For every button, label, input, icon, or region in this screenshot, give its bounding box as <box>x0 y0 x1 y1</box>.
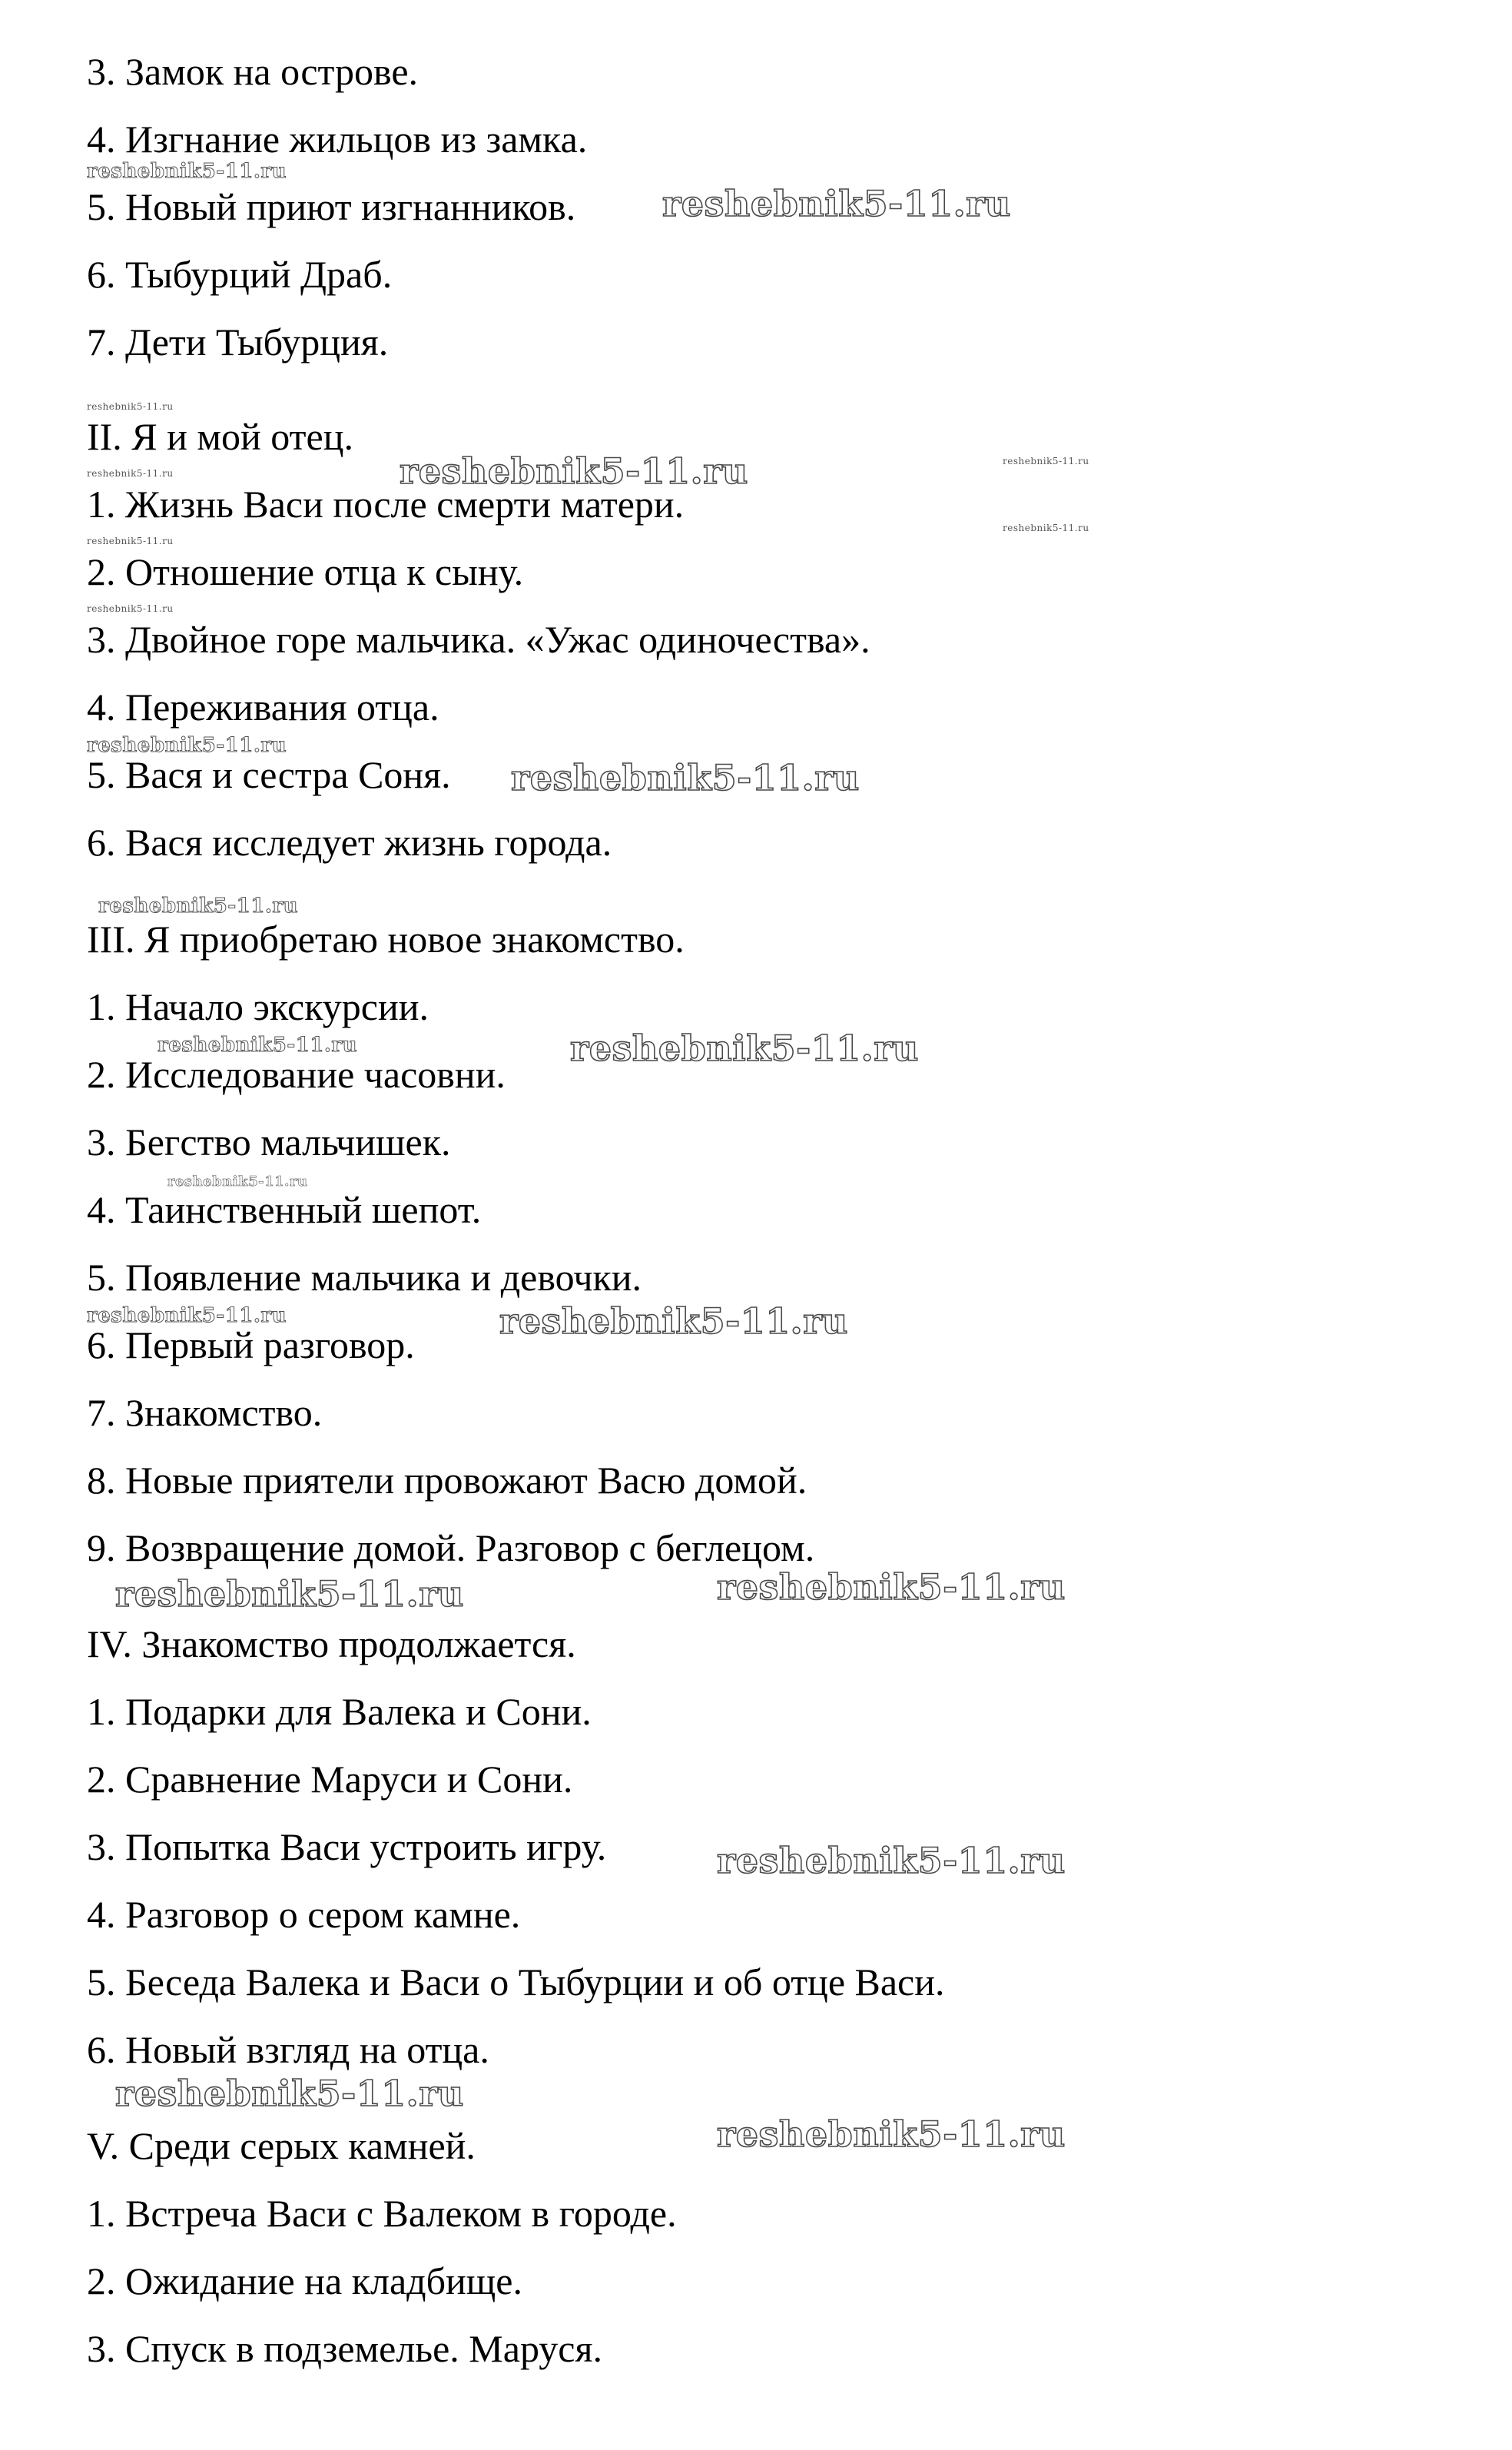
section-heading-3: III. Я приобретаю новое знакомство. <box>87 918 685 961</box>
outline-item-12: 1. Начало экскурсии. <box>87 985 429 1028</box>
outline-item-26: 6. Новый взгляд на отца. <box>87 2028 489 2071</box>
watermark-logo: reshebnik5-11.ru <box>499 1300 848 1342</box>
outline-item-28: 2. Ожидание на кладбище. <box>87 2259 522 2302</box>
watermark-logo: reshebnik5-11.ru <box>87 1304 287 1327</box>
watermark-logo: reshebnik5-11.ru <box>87 734 287 757</box>
watermark-logo: reshebnik5-11.ru <box>87 160 287 183</box>
outline-item-23: 3. Попытка Васи устроить игру. <box>87 1825 607 1868</box>
outline-item-9: 4. Переживания отца. <box>87 686 439 729</box>
outline-item-20: 9. Возвращение домой. Разговор с беглецом. <box>87 1526 815 1569</box>
watermark-logo: reshebnik5-11.ru <box>717 1840 1066 1881</box>
outline-item-5: 7. Дети Тыбурция. <box>87 320 389 364</box>
watermark-logo: reshebnik5-11.ru <box>511 757 860 798</box>
watermark-logo: reshebnik5-11.ru <box>662 183 1011 224</box>
outline-item-14: 3. Бегство мальчишек. <box>87 1120 451 1164</box>
watermark-logo: reshebnik5-11.ru <box>98 895 299 918</box>
outline-item-17: 6. Первый разговор. <box>87 1323 415 1366</box>
outline-item-22: 2. Сравнение Маруси и Сони. <box>87 1758 573 1801</box>
outline-item-21: 1. Подарки для Валека и Сони. <box>87 1690 592 1733</box>
outline-item-7: 2. Отношение отца к сыну. <box>87 550 524 593</box>
section-heading-4: IV. Знакомство продолжается. <box>87 1622 576 1665</box>
watermark-logo: reshebnik5-11.ru <box>400 450 748 492</box>
watermark-logo: reshebnik5-11.ru <box>87 468 174 479</box>
outline-item-6: 1. Жизнь Васи после смерти матери. <box>87 483 685 526</box>
watermark-logo: reshebnik5-11.ru <box>167 1174 308 1190</box>
watermark-logo: reshebnik5-11.ru <box>87 401 174 412</box>
watermark-logo: reshebnik5-11.ru <box>570 1027 919 1069</box>
outline-item-4: 6. Тыбурций Драб. <box>87 253 393 296</box>
outline-item-2: 4. Изгнание жильцов из замка. <box>87 118 588 161</box>
watermark-logo: reshebnik5-11.ru <box>717 2113 1066 2155</box>
outline-item-11: 6. Вася исследует жизнь города. <box>87 821 612 864</box>
watermark-logo: reshebnik5-11.ru <box>1003 456 1089 466</box>
outline-item-18: 7. Знакомство. <box>87 1391 323 1434</box>
section-heading-5: V. Среди серых камней. <box>87 2124 476 2167</box>
outline-item-25: 5. Беседа Валека и Васи о Тыбурции и об отце Васи. <box>87 1960 945 2003</box>
outline-item-13: 2. Исследование часовни. <box>87 1053 506 1096</box>
outline-item-27: 1. Встреча Васи с Валеком в городе. <box>87 2192 677 2235</box>
watermark-logo: reshebnik5-11.ru <box>115 1573 464 1615</box>
outline-item-29: 3. Спуск в подземелье. Маруся. <box>87 2327 602 2370</box>
watermark-logo: reshebnik5-11.ru <box>1003 523 1089 533</box>
outline-item-10: 5. Вася и сестра Соня. <box>87 753 451 796</box>
outline-item-1: 3. Замок на острове. <box>87 50 419 93</box>
outline-item-15: 4. Таинственный шепот. <box>87 1188 482 1231</box>
section-heading-2: II. Я и мой отец. <box>87 415 353 458</box>
outline-item-16: 5. Появление мальчика и девочки. <box>87 1256 642 1299</box>
outline-item-19: 8. Новые приятели провожают Васю домой. <box>87 1459 807 1502</box>
watermark-logo: reshebnik5-11.ru <box>115 2073 464 2114</box>
watermark-logo: reshebnik5-11.ru <box>158 1034 358 1057</box>
outline-item-24: 4. Разговор о сером камне. <box>87 1893 521 1936</box>
outline-item-3: 5. Новый приют изгнанников. <box>87 185 576 228</box>
watermark-logo: reshebnik5-11.ru <box>717 1566 1066 1608</box>
watermark-logo: reshebnik5-11.ru <box>87 536 174 546</box>
outline-item-8: 3. Двойное горе мальчика. «Ужас одиночества». <box>87 618 870 661</box>
watermark-logo: reshebnik5-11.ru <box>87 603 174 614</box>
